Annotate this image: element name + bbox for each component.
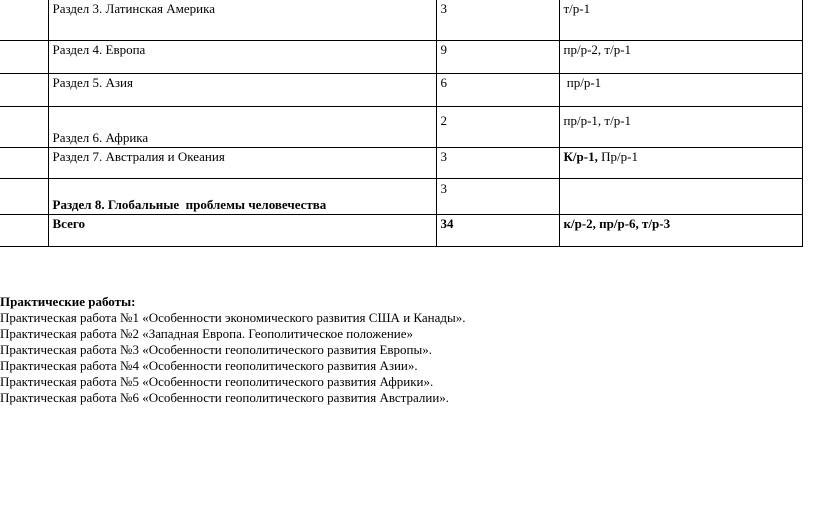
section-cell: Раздел 5. Азия xyxy=(48,73,436,106)
works-cell xyxy=(559,147,802,178)
hours-cell: 6 xyxy=(436,73,559,106)
table-row xyxy=(0,40,802,73)
works-bold-part: К/р-1, xyxy=(563,148,598,164)
practical-work-item: Практическая работа №3 «Особенности геополитического развития Европы». xyxy=(0,342,432,357)
section-cell: Раздел 7. Австралия и Океания xyxy=(48,147,436,178)
row-marker-cell xyxy=(0,40,48,73)
section-cell: Раздел 3. Латинская Америка xyxy=(48,0,436,40)
table-row xyxy=(0,0,802,40)
row-marker-cell xyxy=(0,0,48,40)
curriculum-table xyxy=(0,0,803,247)
row-marker-cell xyxy=(0,178,48,214)
section-cell: Раздел 4. Европа xyxy=(48,40,436,73)
total-label-cell: Всего xyxy=(48,214,436,246)
works-cell: т/р-1 xyxy=(559,0,802,40)
row-marker-cell xyxy=(0,106,48,147)
table-row xyxy=(0,178,802,214)
section-cell: Раздел 8. Глобальные проблемы человечества xyxy=(48,178,436,214)
practical-work-item: Практическая работа №2 «Западная Европа. Геополитическое положение» xyxy=(0,326,414,341)
table-row xyxy=(0,106,802,147)
hours-cell: 3 xyxy=(436,147,559,178)
hours-cell: 3 xyxy=(436,0,559,40)
row-marker-cell xyxy=(0,214,48,246)
table-row xyxy=(0,73,802,106)
row-marker-cell xyxy=(0,147,48,178)
total-hours-cell: 34 xyxy=(436,214,559,246)
works-rest-part: Пр/р-1 xyxy=(597,148,638,164)
works-cell xyxy=(559,178,802,214)
total-works-cell: к/р-2, пр/р-6, т/р-3 xyxy=(559,214,802,246)
practical-work-item: Практическая работа №5 «Особенности геополитического развития Африки». xyxy=(0,374,434,389)
hours-cell: 3 xyxy=(436,178,559,214)
table-row xyxy=(0,214,802,246)
practical-work-item: Практическая работа №6 «Особенности геополитического развития Австралии». xyxy=(0,390,450,405)
hours-cell: 2 xyxy=(436,106,559,147)
section-cell: Раздел 6. Африка xyxy=(48,106,436,147)
row-marker-cell xyxy=(0,73,48,106)
hours-cell: 9 xyxy=(436,40,559,73)
table-row xyxy=(0,147,802,178)
practical-works-section xyxy=(0,294,466,406)
practical-work-item: Практическая работа №1 «Особенности экономического развития США и Канады». xyxy=(0,310,466,325)
works-cell: пр/р-1, т/р-1 xyxy=(559,106,802,147)
works-cell: пр/р-1 xyxy=(559,73,802,106)
works-cell: пр/р-2, т/р-1 xyxy=(559,40,802,73)
practical-works-heading: Практические работы: xyxy=(0,294,136,309)
practical-work-item: Практическая работа №4 «Особенности геополитического развития Азии». xyxy=(0,358,418,373)
